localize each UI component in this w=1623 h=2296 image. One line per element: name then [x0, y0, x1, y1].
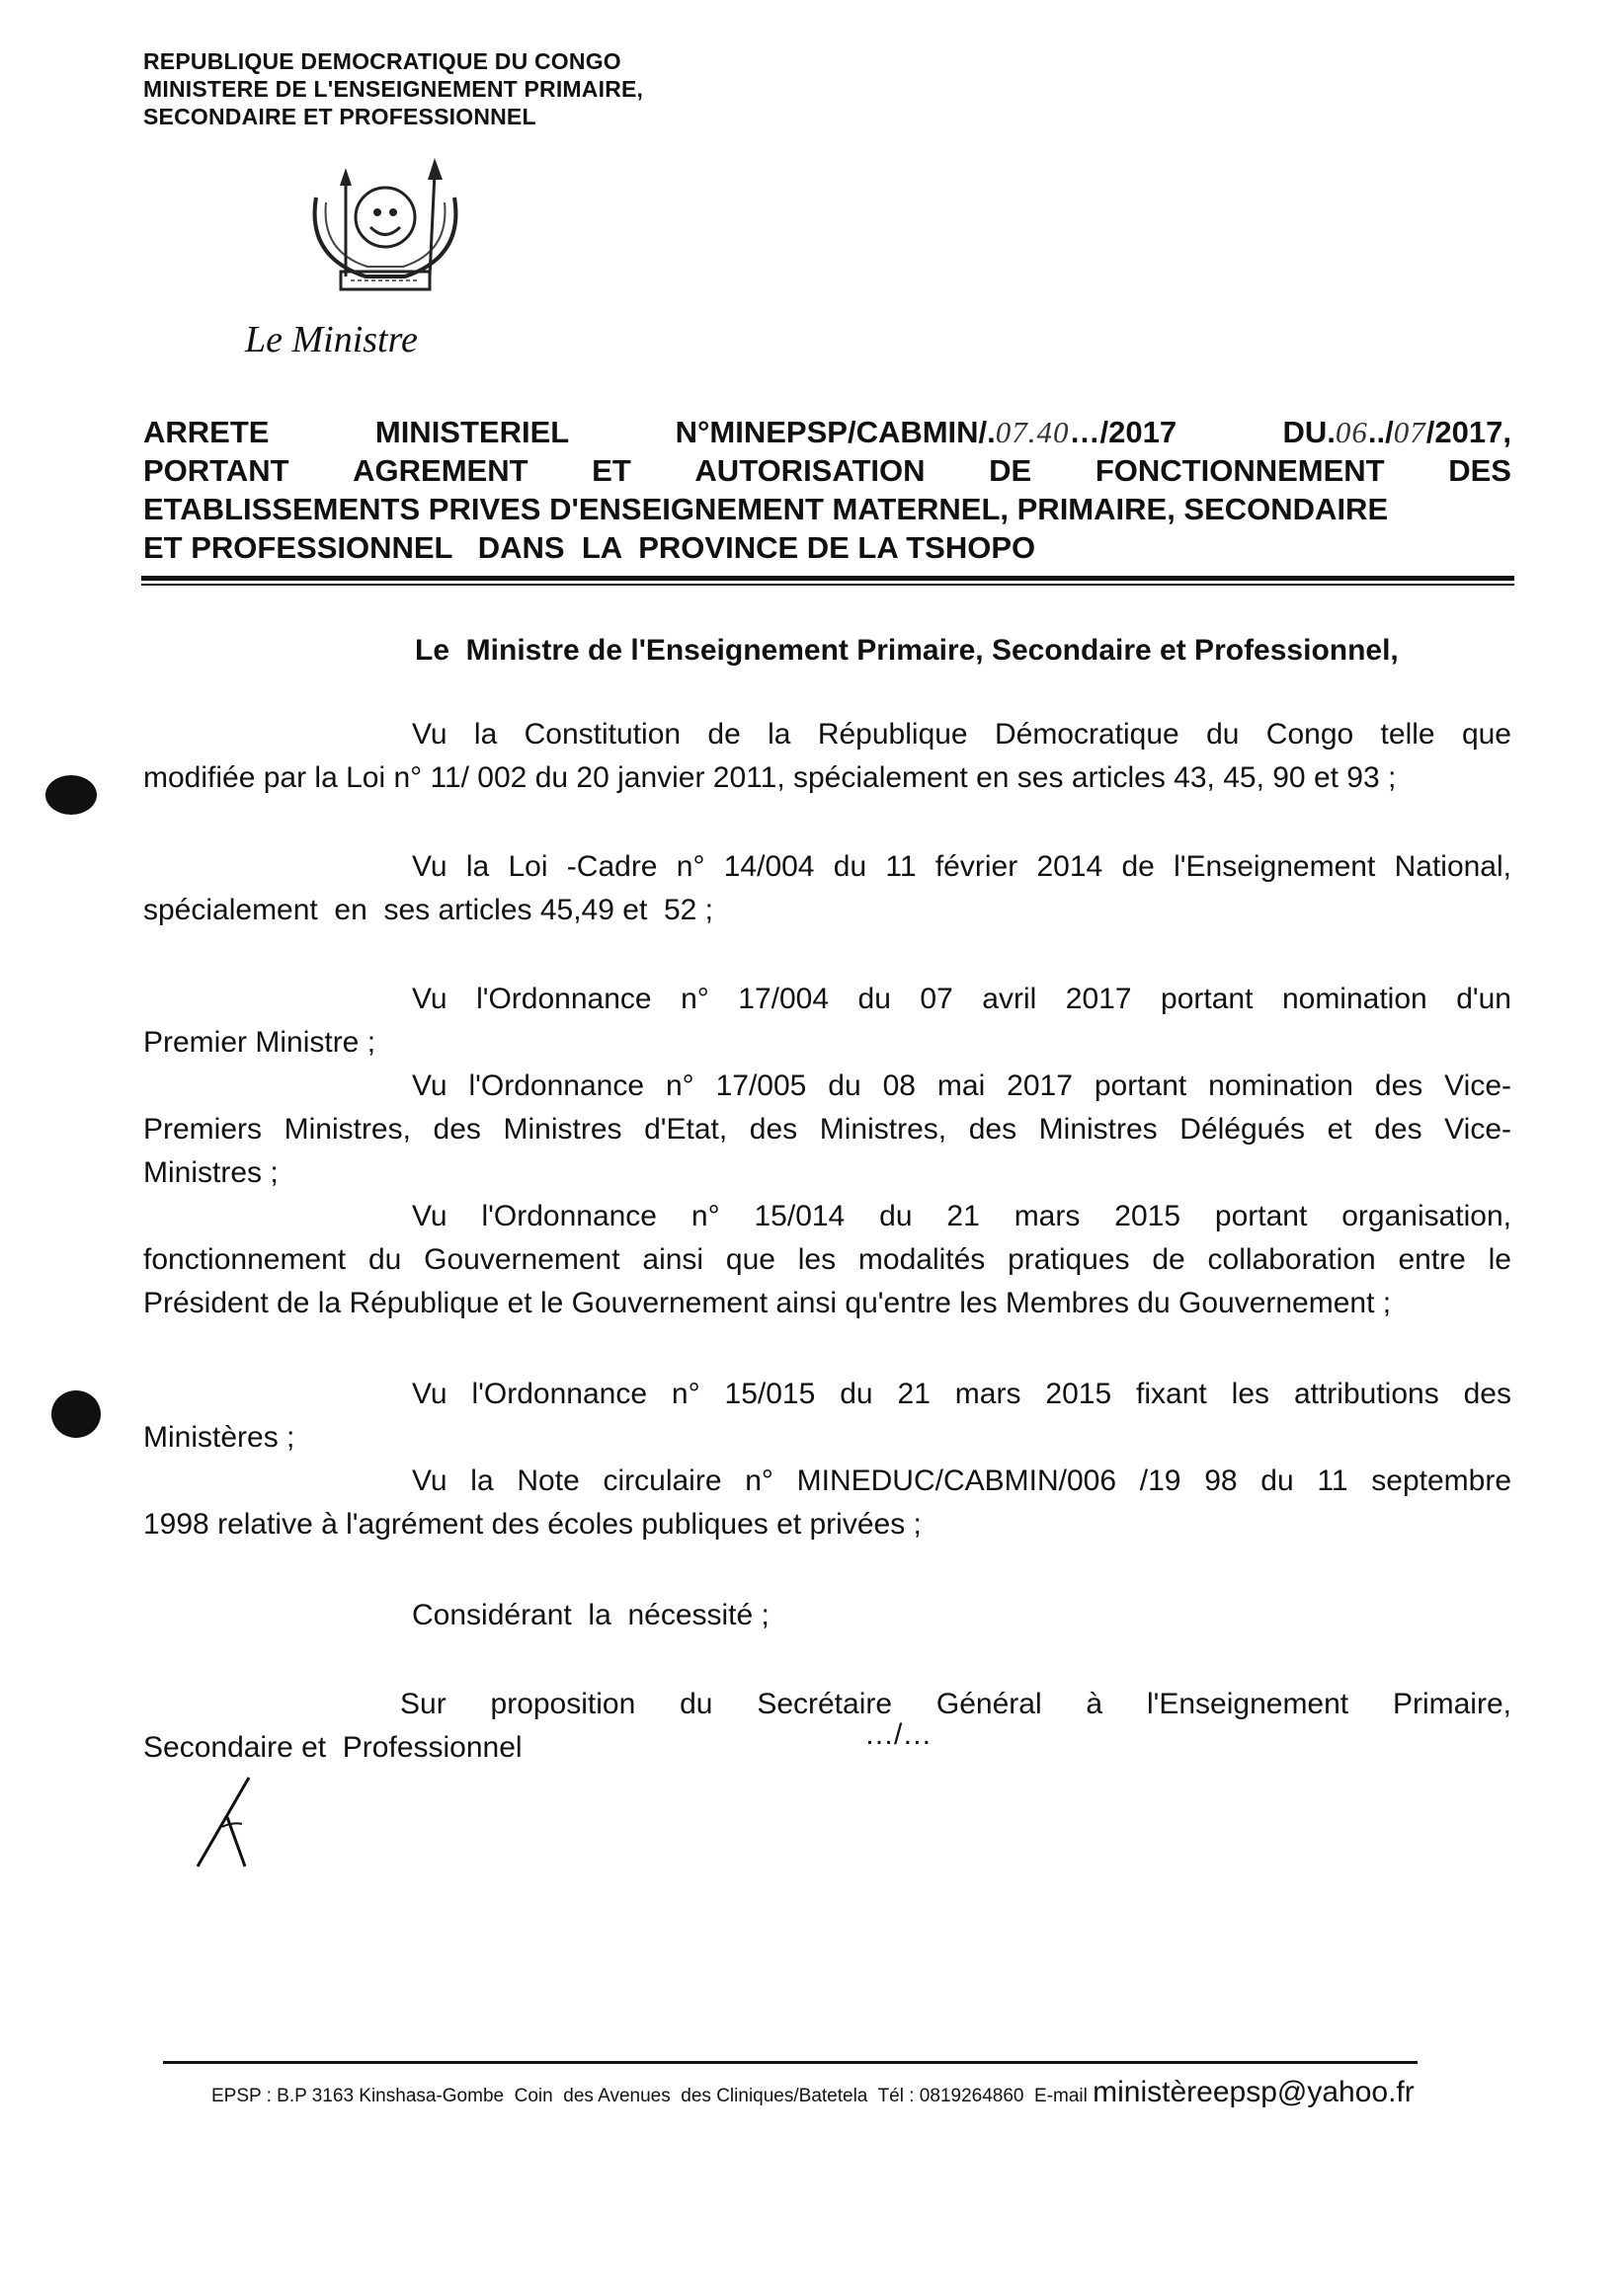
decree-number: N°MINEPSP/CABMIN/.07.40…/2017 [675, 415, 1177, 449]
decree-word: DES [1448, 453, 1511, 488]
decree-title-line-2 [143, 451, 1511, 490]
decree-title [143, 413, 1511, 567]
binder-hole-icon [45, 775, 97, 815]
binder-hole-icon [51, 1390, 101, 1438]
paragraph-loi-cadre: Vu la Loi -Cadre n° 14/004 du 11 février 2014 de l'Enseignement National, spécialement en ses articles 45,49 et 52 ; [143, 850, 1511, 926]
decree-date: DU.06../07/2017, [1282, 415, 1511, 449]
paragraph-ordonnance-organisation: Vu l'Ordonnance n° 15/014 du 21 mars 2015 portant organisation, fonctionnement du Gouvernement ainsi que les modalités pratiques de collaboration entre le Président de la République et le Gouvernement ainsi qu'entre les Membres du Gouvernement ; [143, 1200, 1511, 1319]
decree-title-line-4: ET PROFESSIONNEL DANS LA PROVINCE DE LA TSHOPO [143, 530, 1036, 565]
title-rule-thick [141, 576, 1514, 581]
paragraph-note-circulaire: Vu la Note circulaire n° MINEDUC/CABMIN/006 /19 98 du 11 septembre 1998 relative à l'agrément des écoles publiques et privées ; [143, 1465, 1511, 1541]
paragraph-ordonnance-ministres: Vu l'Ordonnance n° 17/005 du 08 mai 2017 portant nomination des Vice- Premiers Ministres, des Ministres d'Etat, des Ministres, des Ministres Délégués et des Vice- Ministres ; [143, 1069, 1511, 1189]
decree-title-line-3: ETABLISSEMENTS PRIVES D'ENSEIGNEMENT MATERNEL, PRIMAIRE, SECONDAIRE [143, 492, 1389, 526]
footer [211, 2076, 1415, 2109]
decree-day-handwritten: 06 [1335, 415, 1368, 449]
coat-of-arms-icon [286, 158, 484, 306]
letterhead [143, 47, 643, 130]
letterhead-ministry-cont: SECONDAIRE ET PROFESSIONNEL [143, 104, 536, 129]
decree-word: AUTORISATION [694, 453, 926, 488]
decree-word: FONCTIONNEMENT [1095, 453, 1385, 488]
paragraph-constitution: Vu la Constitution de la République Démocratique du Congo telle que modifiée par la Loi n° 11/ 002 du 20 janvier 2011, spécialement en ses articles 43, 45, 90 et 93 ; [143, 718, 1511, 794]
decree-word: PORTANT [143, 453, 289, 488]
decree-preamble-heading: Le Ministre de l'Enseignement Primaire, Secondaire et Professionnel, [415, 634, 1399, 667]
paragraph-ordonnance-attributions: Vu l'Ordonnance n° 15/015 du 21 mars 2015 fixant les attributions des Ministères ; [143, 1378, 1511, 1454]
title-rule-thin [141, 584, 1514, 586]
decree-month-handwritten: 07 [1393, 415, 1426, 449]
signatory-title: Le Ministre [245, 319, 418, 360]
decree-title-line-1 [143, 413, 1511, 451]
decree-word: DE [989, 453, 1032, 488]
footer-address: EPSP : B.P 3163 Kinshasa-Gombe Coin des Avenues des Cliniques/Batetela Tél : 0819264860 E-mail [211, 2086, 1094, 2106]
decree-word: AGREMENT [353, 453, 528, 488]
paragraph-considerant: Considérant la nécessité ; [412, 1599, 770, 1631]
paragraph-proposition: Sur proposition du Secrétaire Général à l'Enseignement Primaire, Secondaire et Professionnel [143, 1688, 1511, 1764]
initial-mark-icon [188, 1773, 277, 1871]
footer-rule [163, 2061, 1418, 2064]
footer-email: ministèreepsp@yahoo.fr [1093, 2076, 1415, 2108]
paragraph-ordonnance-premier-ministre: Vu l'Ordonnance n° 17/004 du 07 avril 2017 portant nomination d'un Premier Ministre ; [143, 983, 1511, 1059]
decree-word: ET [592, 453, 631, 488]
decree-word: MINISTERIEL [374, 415, 570, 449]
decree-number-handwritten: 07.40 [995, 415, 1070, 449]
letterhead-country: REPUBLIQUE DEMOCRATIQUE DU CONGO [143, 48, 621, 74]
decree-word: ARRETE [143, 415, 270, 449]
letterhead-ministry: MINISTERE DE L'ENSEIGNEMENT PRIMAIRE, [143, 76, 644, 102]
continuation-mark: …/… [864, 1718, 933, 1751]
